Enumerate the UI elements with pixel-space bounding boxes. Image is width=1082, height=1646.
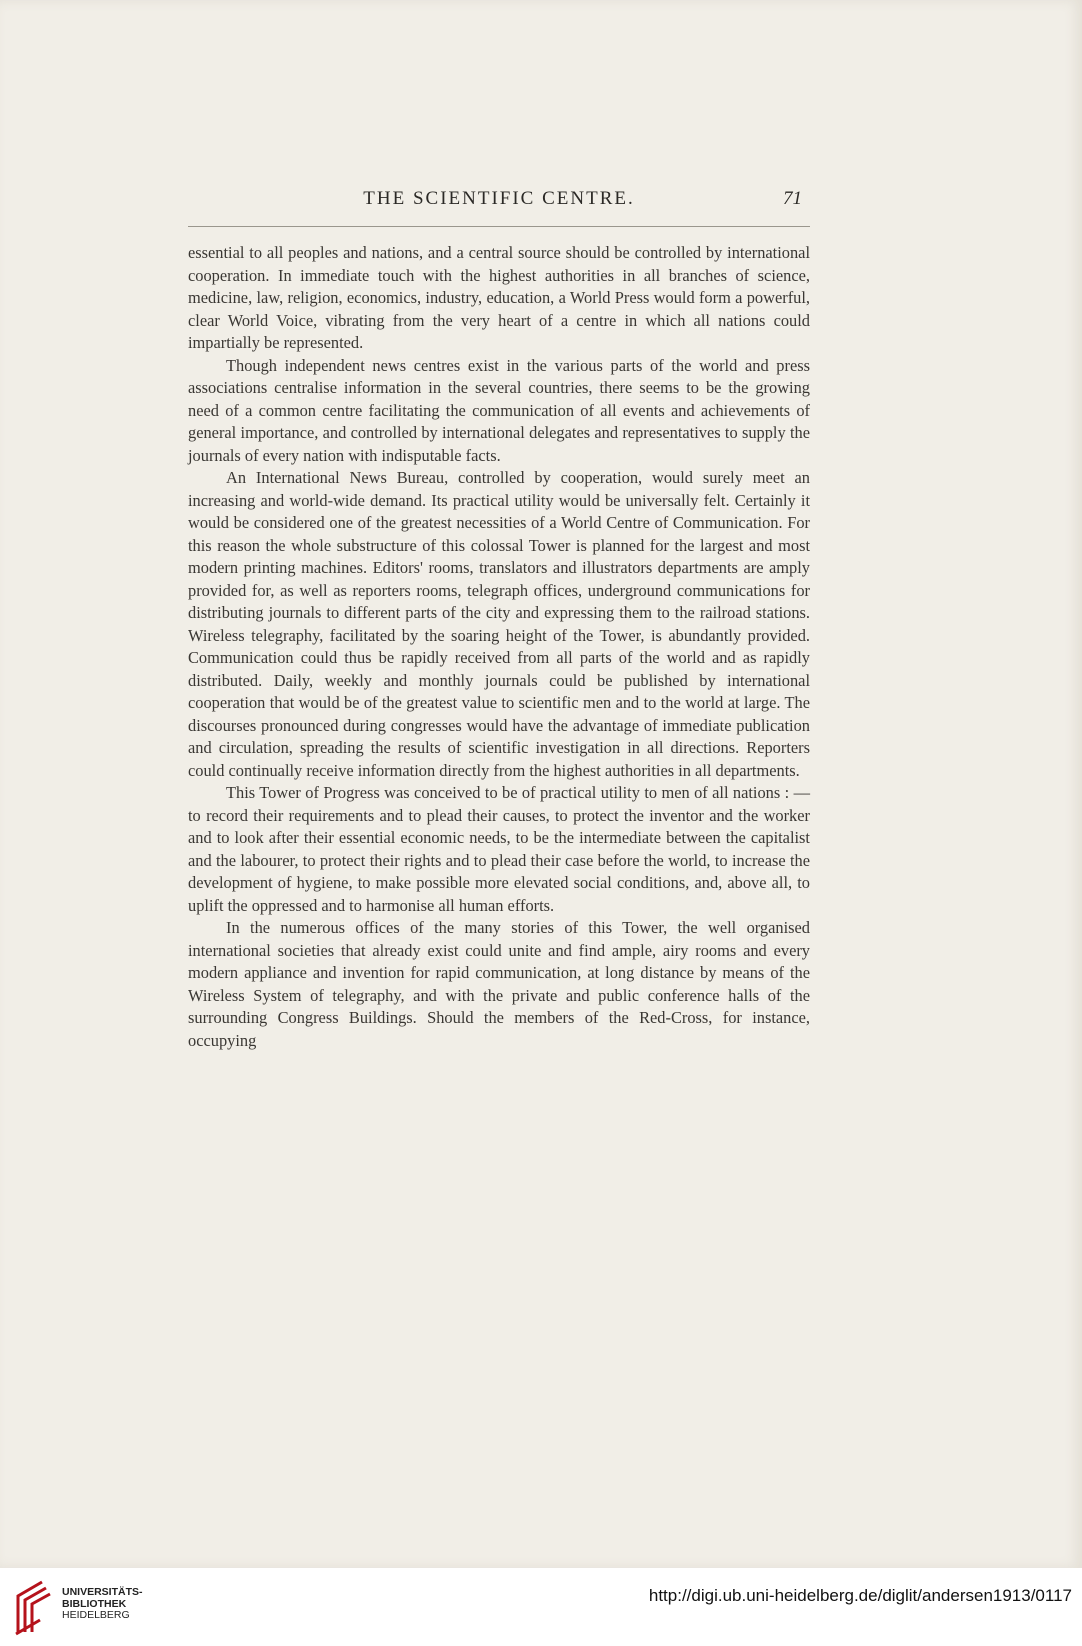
library-name xyxy=(62,1587,143,1622)
library-name-line1: UNIVERSITÄTS- xyxy=(62,1586,143,1598)
paragraph: This Tower of Progress was conceived to be of practical utility to men of all nations : — to record their requirements and to plead their causes, to protect the inventor and the worker and to look after their essential economic needs, to be the intermediate between the capitalist and the labourer, to protect their rights and to plead their case before the world, to increase the development of hygiene, to make possible more elevated social conditions, and, above all, to uplift the oppressed and to harmonise all human efforts. xyxy=(188,783,810,915)
page-number: 71 xyxy=(783,188,802,209)
paragraph: Though independent news centres exist in the various parts of the world and press associations centralise information in the several countries, there seems to be the growing need of a common centre facilitating the communication of all events and achievements of general importance, and controlled by international delegates and representatives to supply the journals of every nation with indisputable facts. xyxy=(188,355,810,465)
paragraph: In the numerous offices of the many stories of this Tower, the well organised international societies that already exist could unite and find ample, airy rooms and every modern appliance and invention for rapid communication, at long distance by means of the Wireless System of telegraphy, and with the private and public conference halls of the surrounding Congress Buildings. Should the members of the Red-Cross, for instance, occupying xyxy=(188,918,810,1050)
running-head xyxy=(188,186,810,216)
digitization-footer xyxy=(0,1568,1082,1646)
header-rule xyxy=(188,226,810,227)
source-url-link[interactable]: http://digi.ub.uni-heidelberg.de/diglit/andersen1913/0117 xyxy=(648,1586,1072,1605)
running-title: THE SCIENTIFIC CENTRE. xyxy=(363,188,635,209)
library-name-line2: BIBLIOTHEK xyxy=(62,1597,127,1610)
library-name-line3: HEIDELBERG xyxy=(62,1609,130,1621)
body-text xyxy=(188,242,810,1052)
paragraph: essential to all peoples and nations, and a central source should be controlled by international cooperation. In immediate touch with the highest authorities in all branches of science, medicine, law, religion, economics, industry, education, a World Press would form a powerful, clear World Voice, vibrating from the very heart of a centre in which all nations could impartially be represented. xyxy=(188,243,810,352)
library-logo-icon xyxy=(12,1576,56,1638)
paragraph: An International News Bureau, controlled by cooperation, would surely meet an increasing and world-wide demand. Its practical utility would be universally felt. Certainly it would be considered one of the greatest necessities of a World Centre of Communication. For this reason the whole substructure of this colossal Tower is planned for the largest and most modern printing machines. Editors' rooms, translators and illustrators departments are amply provided for, as well as reporters rooms, telegraph offices, underground communications for distributing journals to different parts of the city and expressing them to the railroad stations. Wireless telegraphy, facilitated by the soaring height of the Tower, is abundantly provided. Communication could thus be rapidly received from all parts of the world and as rapidly distributed. Daily, weekly and monthly journals could be published by international cooperation that would be of the greatest value to scientific men and to the world at large. The discourses pronounced during congresses would have the advantage of immediate publication and circulation, spreading the results of scientific investigation in all directions. Reporters could continually receive information directly from the highest authorities in all departments. xyxy=(188,468,810,780)
